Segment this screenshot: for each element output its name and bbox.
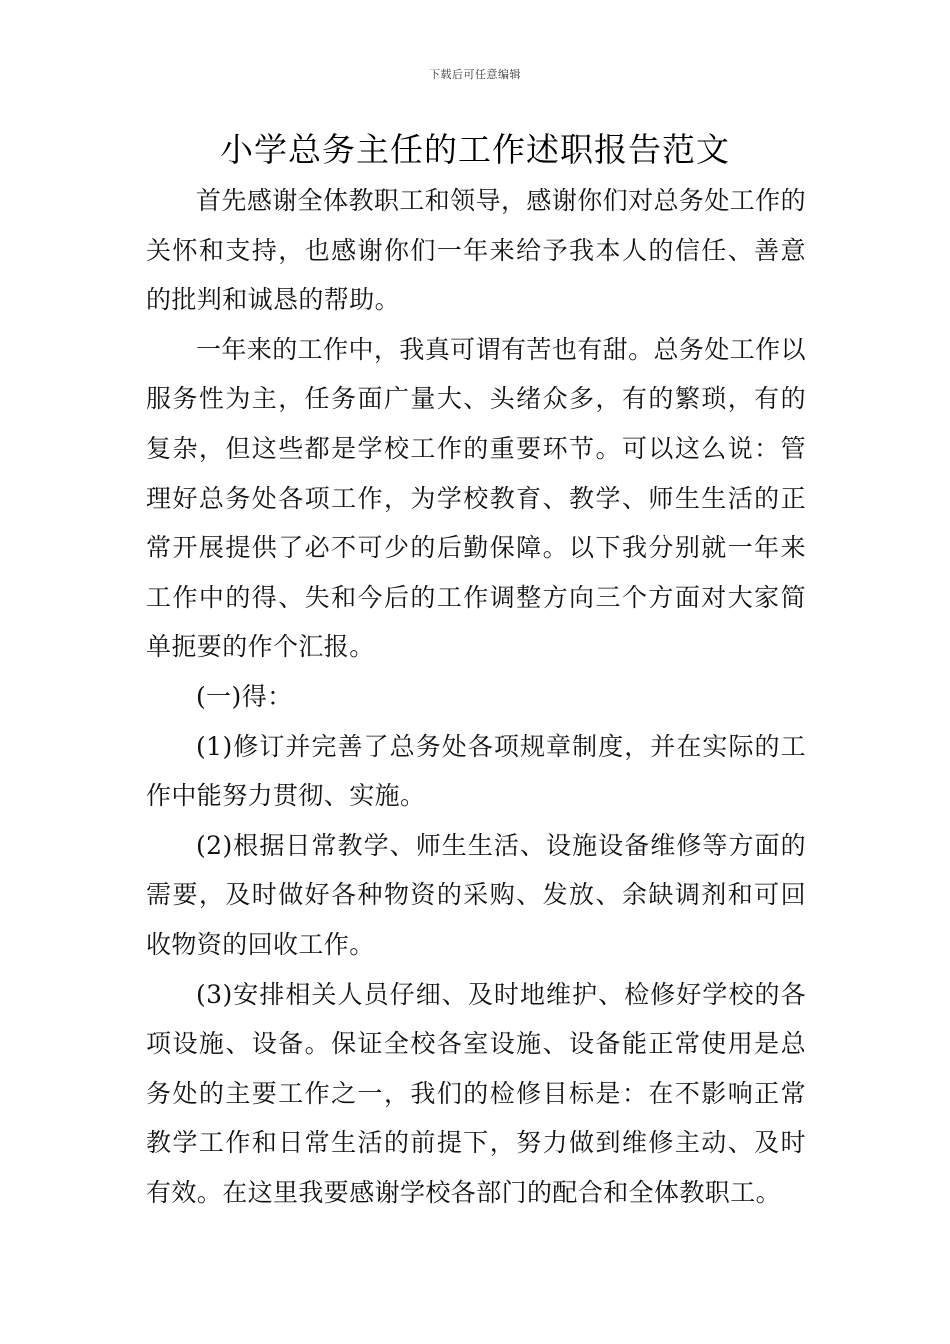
paragraph-overview: 一年来的工作中，我真可谓有苦也有甜。总务处工作以服务性为主，任务面广量大、头绪众多，有的繁琐，有的复杂，但这些都是学校工作的重要环节。可以这么说：管理好总务处各项工作，为学校教育、教学、师生生活的正常开展提供了必不可少的后勤保障。以下我分别就一年来工作中的得、失和今后的工作调整方向三个方面对大家简单扼要的作个汇报。 [146, 334, 806, 662]
paragraph-item-1: (1)修订并完善了总务处各项规章制度，并在实际的工作中能努力贯彻、实施。 [146, 731, 806, 811]
document-title: 小学总务主任的工作述职报告范文 [220, 130, 730, 169]
paragraph-item-2: (2)根据日常教学、师生生活、设施设备维修等方面的需要，及时做好各种物资的采购、发放、余缺调剂和可回收物资的回收工作。 [146, 830, 806, 959]
header-note: 下载后可任意编辑 [429, 68, 521, 81]
section-heading-gains: (一)得： [196, 681, 293, 711]
paragraph-intro: 首先感谢全体教职工和领导，感谢你们对总务处工作的关怀和支持，也感谢你们一年来给予我本人的信任、善意的批判和诚恳的帮助。 [146, 186, 806, 315]
paragraph-item-3: (3)安排相关人员仔细、及时地维护、检修好学校的各项设施、设备。保证全校各室设施、设备能正常使用是总务处的主要工作之一，我们的检修目标是：在不影响正常教学工作和日常生活的前提下，努力做到维修主动、及时有效。在这里我要感谢学校各部门的配合和全体教职工。 [146, 979, 806, 1207]
document-body [146, 176, 806, 1217]
